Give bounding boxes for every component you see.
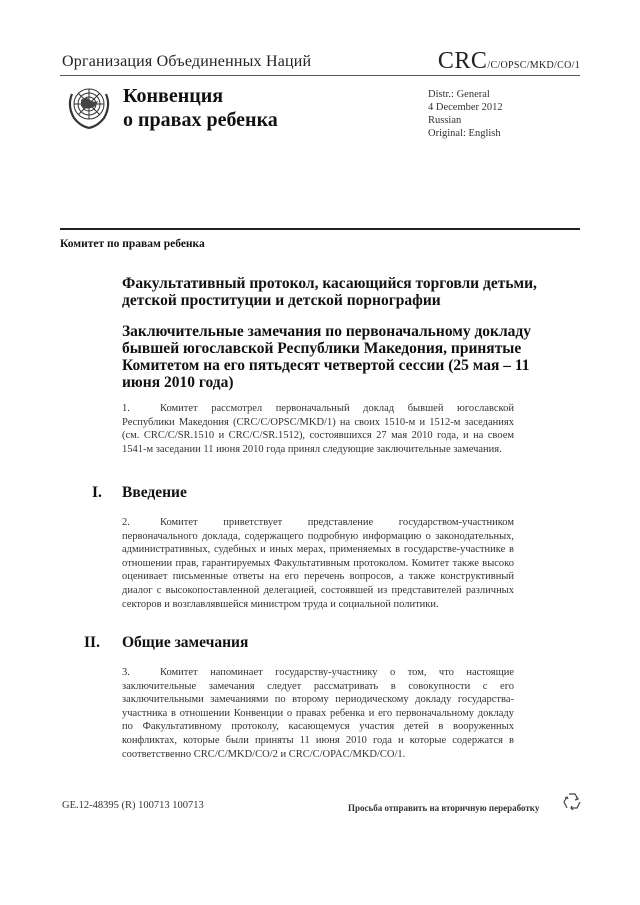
language: Russian	[428, 115, 462, 126]
section-title: Общие замечания	[122, 634, 249, 651]
paragraph-1	[122, 402, 514, 456]
recycle-icon	[560, 790, 584, 814]
organization-name: Организация Объединенных Наций	[62, 53, 312, 70]
section-heading-general-observations	[84, 634, 248, 652]
paragraph-2	[122, 516, 514, 611]
paragraph-text: Комитет приветствует представление государством-участником первоначального доклада, содержащего подробную информацию о законодательных, административных, судебных и иных мерах, применяемых в государстве-участнике в отношении прав, гарантируемых Факультативным протоколом. Комитет также высоко оценивает письменные ответы на его перечень вопросов, а также конструктивный диалог с высокопоставленной делегацией, состоявшей из представителей различных секторов и возглавлявшейся министром труда и социальной политики.	[122, 517, 514, 610]
distribution: Distr.: General	[428, 89, 490, 100]
convention-title	[123, 84, 278, 132]
protocol-title: Факультативный протокол, касающийся торговли детьми, детской проституции и детской порнографии	[122, 275, 537, 309]
document-symbol	[438, 48, 580, 75]
original-language: Original: English	[428, 128, 501, 139]
paragraph-text: Комитет напоминает государству-участнику о том, что настоящие заключительные замечания следует рассматривать в совокупности с его заключительными замечаниями по второму периодическому докладу государства-участника в отношении Конвенции о правах ребенка и его первоначальному докладу по Факультативному протоколу, касающемуся участия детей в вооруженных конфликтах, которые были приняты 11 июня 2010 года и которые содержатся в соответственно CRC/C/MKD/CO/2 и CRC/C/OPAC/MKD/CO/1.	[122, 667, 514, 760]
section-numeral: I.	[92, 484, 102, 501]
convention-title-line1: Конвенция	[123, 85, 224, 107]
date: 4 December 2012	[428, 102, 503, 113]
symbol-main: CRC	[437, 48, 488, 74]
paragraph-3	[122, 666, 514, 761]
header-rule	[60, 75, 580, 76]
document-meta	[428, 88, 503, 140]
section-title: Введение	[122, 484, 187, 501]
concluding-observations-title: Заключительные замечания по первоначальному докладу бывшей югославской Республики Македония, принятые Комитетом на его пятьдесят четвертой сессии (25 мая – 11 июня 2010 года)	[122, 323, 532, 391]
convention-title-line2: о правах ребенка	[123, 109, 278, 131]
recycle-notice: Просьба отправить на вторичную переработку	[348, 803, 540, 813]
committee-name: Комитет по правам ребенка	[60, 238, 205, 250]
section-numeral: II.	[84, 634, 100, 651]
paragraph-number: 2.	[122, 517, 130, 528]
section-heading-introduction	[92, 484, 187, 502]
un-emblem-icon	[64, 80, 114, 130]
header-bottom-rule	[60, 228, 580, 230]
paragraph-number: 3.	[122, 667, 130, 678]
footer-job-code: GE.12-48395 (R) 100713 100713	[62, 800, 204, 811]
symbol-suffix: /C/OPSC/MKD/CO/1	[487, 60, 580, 71]
paragraph-number: 1.	[122, 403, 130, 414]
paragraph-text: Комитет рассмотрел первоначальный доклад бывшей югославской Республики Македония (CRC/C/OPSC/MKD/1) на своих 1510-м и 1512-м заседаниях (см. CRC/C/SR.1510 и CRC/C/SR.1512), состоявшихся 27 мая 2010 года, и на своем 1541-м заседании 11 июня 2010 года принял следующие заключительные замечания.	[122, 403, 514, 455]
